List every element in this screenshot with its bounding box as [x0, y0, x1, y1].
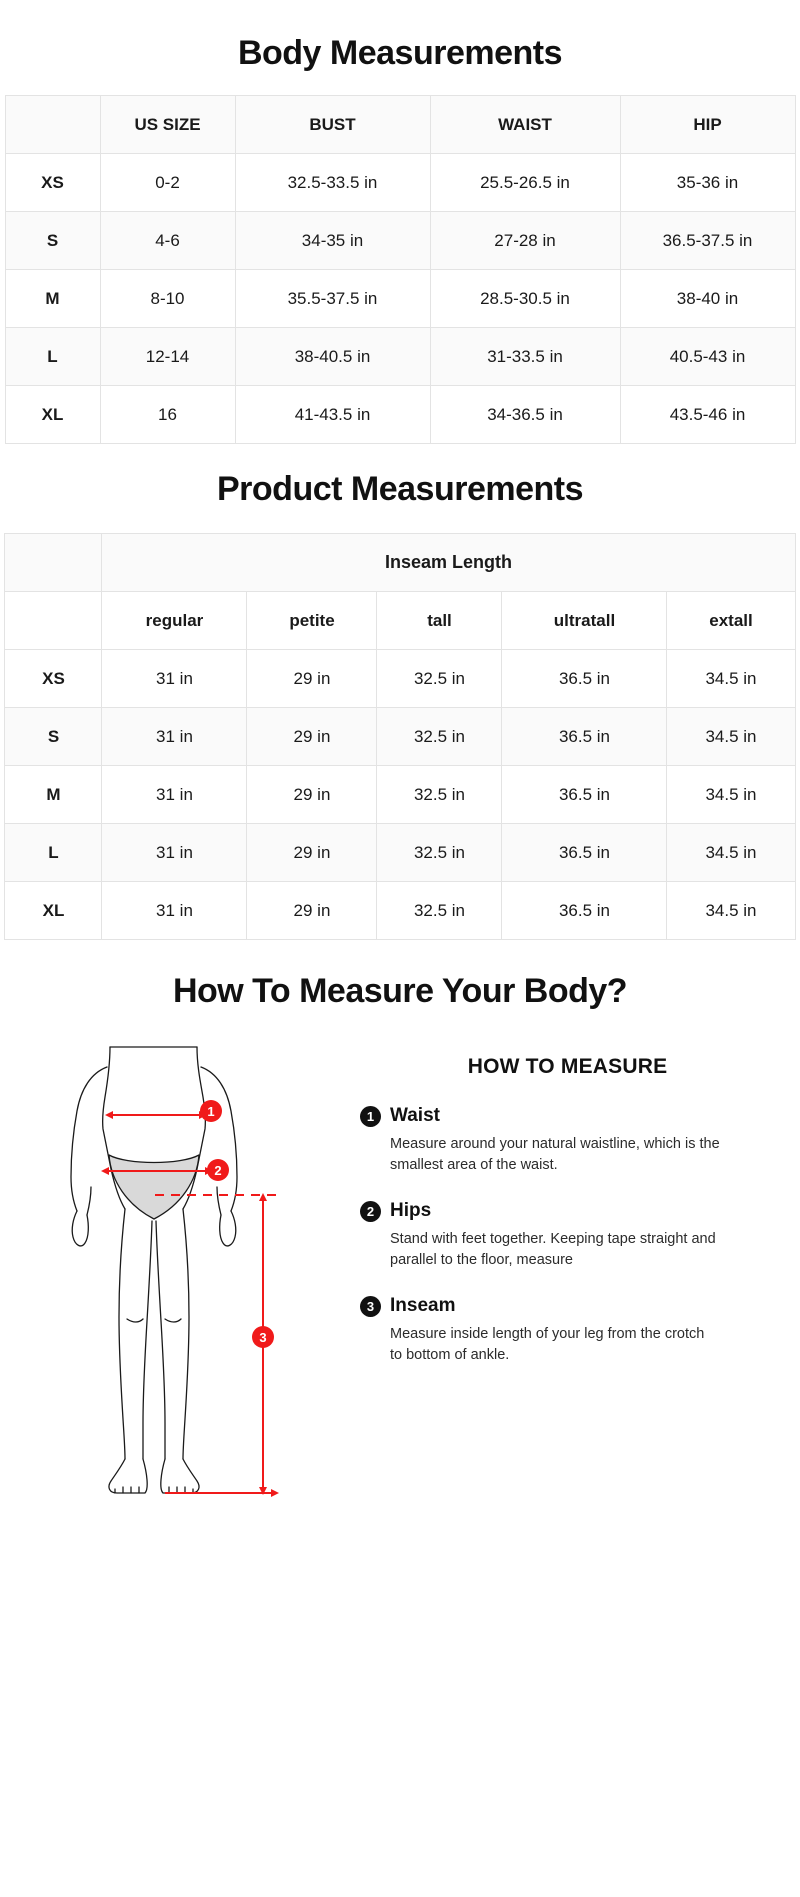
how-to-measure-heading: HOW TO MEASURE: [467, 1055, 668, 1078]
cell-ultratall: 36.5 in: [502, 882, 667, 940]
column-header-tall: tall: [377, 592, 502, 650]
row-label-size: S: [5, 212, 100, 270]
cell-ultratall: 36.5 in: [502, 824, 667, 882]
body-diagram-container: [5, 1037, 360, 1507]
how-to-measure-instructions: [360, 1037, 795, 1390]
diagram-marker-1: [200, 1100, 222, 1122]
row-label-size: M: [5, 270, 100, 328]
column-header-hip: HIP: [620, 96, 795, 154]
measure-item-description: Measure inside length of your leg from the crotch to bottom of ankle.: [390, 1326, 705, 1364]
row-label-size: XL: [5, 386, 100, 444]
number-badge-3-icon: 3: [360, 1296, 381, 1317]
cell-ultratall: 36.5 in: [502, 708, 667, 766]
measure-item-header: [360, 1105, 775, 1127]
cell-regular: 31 in: [102, 882, 247, 940]
measure-item-header: [360, 1295, 775, 1317]
table-row: [5, 824, 795, 882]
measure-item-header: [360, 1200, 775, 1222]
cell-extall: 34.5 in: [667, 650, 795, 708]
column-header-us-size: US SIZE: [100, 96, 235, 154]
diagram-marker-2: [207, 1159, 229, 1181]
table-row: [5, 766, 795, 824]
table-row: [5, 708, 795, 766]
cell-waist: 31-33.5 in: [430, 328, 620, 386]
cell-extall: 34.5 in: [667, 824, 795, 882]
table-row: [5, 386, 795, 444]
row-label-size: M: [5, 766, 102, 824]
column-header-waist: WAIST: [430, 96, 620, 154]
row-label-size: XS: [5, 154, 100, 212]
cell-us-size: 12-14: [100, 328, 235, 386]
column-header-blank: [5, 534, 102, 592]
cell-us-size: 4-6: [100, 212, 235, 270]
cell-ultratall: 36.5 in: [502, 766, 667, 824]
table-row: [5, 882, 795, 940]
body-figure: [15, 1037, 355, 1507]
column-header-regular: regular: [102, 592, 247, 650]
diagram-marker-3: [252, 1326, 274, 1348]
cell-tall: 32.5 in: [377, 650, 502, 708]
cell-tall: 32.5 in: [377, 824, 502, 882]
column-group-header-inseam-length: Inseam Length: [102, 534, 795, 592]
body-measurements-table: [5, 95, 796, 444]
column-header-bust: BUST: [235, 96, 430, 154]
cell-tall: 32.5 in: [377, 882, 502, 940]
table-row: [5, 270, 795, 328]
cell-petite: 29 in: [247, 824, 377, 882]
column-header-ultratall: ultratall: [502, 592, 667, 650]
cell-bust: 41-43.5 in: [235, 386, 430, 444]
table-header-row: [5, 96, 795, 154]
cell-waist: 28.5-30.5 in: [430, 270, 620, 328]
product-measurements-table: [4, 533, 795, 940]
measure-item-hips: [360, 1200, 775, 1271]
cell-ultratall: 36.5 in: [502, 650, 667, 708]
svg-text:1: 1: [207, 1104, 215, 1119]
cell-bust: 34-35 in: [235, 212, 430, 270]
cell-bust: 38-40.5 in: [235, 328, 430, 386]
cell-petite: 29 in: [247, 766, 377, 824]
row-label-size: XL: [5, 882, 102, 940]
cell-regular: 31 in: [102, 824, 247, 882]
measure-item-waist: [360, 1105, 775, 1176]
table-row: [5, 212, 795, 270]
table-row: [5, 650, 795, 708]
column-header-extall: extall: [667, 592, 795, 650]
cell-hip: 35-36 in: [620, 154, 795, 212]
measure-item-description: Stand with feet together. Keeping tape straight and parallel to the floor, measure: [390, 1231, 716, 1269]
measure-item-description: Measure around your natural waistline, which is the smallest area of the waist.: [390, 1136, 720, 1174]
cell-extall: 34.5 in: [667, 708, 795, 766]
cell-petite: 29 in: [247, 708, 377, 766]
cell-tall: 32.5 in: [377, 766, 502, 824]
cell-waist: 34-36.5 in: [430, 386, 620, 444]
number-badge-2-icon: 2: [360, 1201, 381, 1222]
row-label-size: XS: [5, 650, 102, 708]
number-badge-1-icon: 1: [360, 1106, 381, 1127]
column-header-petite: petite: [247, 592, 377, 650]
table-row: [5, 154, 795, 212]
cell-regular: 31 in: [102, 766, 247, 824]
measure-item-title: Hips: [390, 1200, 432, 1222]
page-title-product-measurements: Product Measurements: [217, 470, 583, 508]
table-group-header-row: [5, 534, 795, 592]
cell-extall: 34.5 in: [667, 882, 795, 940]
cell-petite: 29 in: [247, 650, 377, 708]
cell-bust: 35.5-37.5 in: [235, 270, 430, 328]
cell-regular: 31 in: [102, 708, 247, 766]
cell-petite: 29 in: [247, 882, 377, 940]
column-header-size: [5, 96, 100, 154]
table-row: [5, 328, 795, 386]
cell-hip: 38-40 in: [620, 270, 795, 328]
cell-hip: 40.5-43 in: [620, 328, 795, 386]
column-header-size: [5, 592, 102, 650]
cell-extall: 34.5 in: [667, 766, 795, 824]
cell-waist: 25.5-26.5 in: [430, 154, 620, 212]
page-title-how-to-measure: How To Measure Your Body?: [172, 972, 628, 1010]
cell-bust: 32.5-33.5 in: [235, 154, 430, 212]
cell-us-size: 16: [100, 386, 235, 444]
table-header-row: [5, 592, 795, 650]
cell-regular: 31 in: [102, 650, 247, 708]
cell-tall: 32.5 in: [377, 708, 502, 766]
measure-item-inseam: [360, 1295, 775, 1366]
svg-text:3: 3: [259, 1330, 267, 1345]
cell-waist: 27-28 in: [430, 212, 620, 270]
measure-item-title: Waist: [390, 1105, 440, 1126]
cell-us-size: 0-2: [100, 154, 235, 212]
body-illustration-icon: [15, 1037, 355, 1507]
svg-text:2: 2: [214, 1163, 222, 1178]
row-label-size: S: [5, 708, 102, 766]
cell-us-size: 8-10: [100, 270, 235, 328]
row-label-size: L: [5, 824, 102, 882]
row-label-size: L: [5, 328, 100, 386]
page-title-body-measurements: Body Measurements: [237, 34, 563, 72]
how-to-measure-section: [5, 1037, 795, 1507]
cell-hip: 36.5-37.5 in: [620, 212, 795, 270]
cell-hip: 43.5-46 in: [620, 386, 795, 444]
measure-item-title: Inseam: [390, 1295, 456, 1317]
